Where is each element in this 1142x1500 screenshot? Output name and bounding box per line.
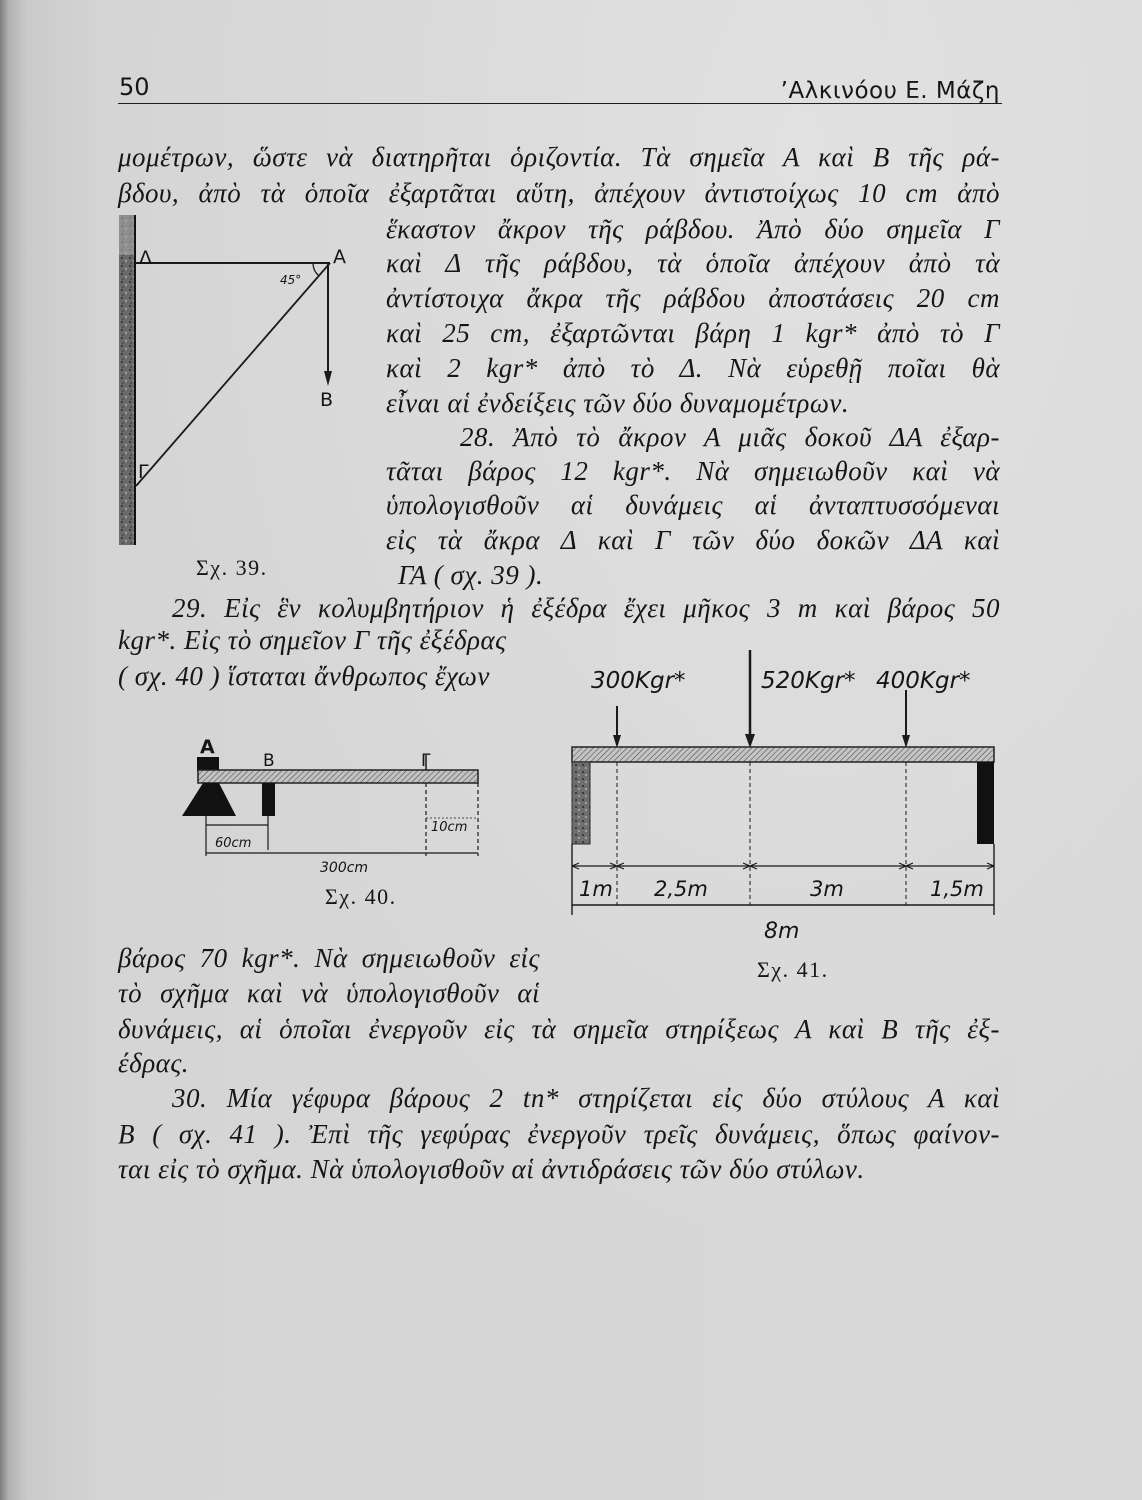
body-text-line: ἕκαστον ἄκρον τῆς ράβδου. Ἀπὸ δύο σημεῖα Γ (386, 214, 1000, 244)
wall-light-top (119, 215, 135, 255)
force-label-1: 300Kgr* (591, 668, 686, 694)
dim-total-label: 300cm (320, 860, 369, 876)
span-label-1: 1m (579, 877, 613, 901)
body-text-line: ἀντίστοιχα ἄκρα τῆς ράβδου ἀποστάσεις 20 cm (386, 283, 1000, 313)
problem-30-start: 30. Μία γέφυρα βάρους 2 tn* στηρίζεται εἰς δύο στύλους Α καὶ (172, 1083, 1000, 1113)
body-text-line: καὶ 25 cm, ἐξαρτῶνται βάρη 1 kgr* ἀπὸ τὸ Γ (386, 318, 1000, 348)
body-text-line: καὶ 2 kgr* ἀπὸ τὸ Δ. Νὰ εὑρεθῇ ποῖαι θὰ (386, 353, 1000, 383)
body-text-line: βάρος 70 kgr*. Νὰ σημειωθοῦν εἰς (118, 943, 540, 973)
force-arrow-2-head (745, 734, 755, 748)
span-label-2: 2,5m (654, 877, 708, 901)
force-label-2: 520Kgr* (761, 668, 856, 694)
running-head: ’Αλκινόου Ε. Μάζη (780, 78, 1000, 104)
label-delta: Δ (139, 247, 152, 269)
support-a-wedge (182, 783, 236, 816)
body-text-line: ται εἰς τὸ σχῆμα. Νὰ ὑπολογισθοῦν αἱ ἀντιδράσεις τῶν δύο στύλων. (118, 1154, 865, 1184)
figure-39 (110, 205, 360, 550)
label-alpha: Α (333, 246, 346, 268)
body-text-line: τὸ σχῆμα καὶ νὰ ὑπολογισθοῦν αἱ (118, 978, 540, 1008)
body-text-line: kgr*. Εἰς τὸ σημεῖον Γ τῆς ἐξέδρας (118, 625, 507, 655)
body-text-line: βδου, ἀπὸ τὰ ὁποῖα ἐξαρτᾶται αὕτη, ἀπέχουν ἀντιστοίχως 10 cm ἀπὸ (118, 178, 1000, 208)
body-text-line: έδρας. (118, 1048, 190, 1078)
dim-small-label: 10cm (431, 820, 468, 835)
angle-arc (313, 263, 319, 276)
figure-41-caption: Σχ. 41. (757, 957, 829, 982)
label-alpha: Α (200, 736, 215, 758)
body-text-line: τᾶται βάρος 12 kgr*. Νὰ σημειωθοῦν καὶ νὰ (386, 456, 1000, 486)
label-beta: Β (263, 751, 275, 771)
figure-40-caption: Σχ. 40. (325, 884, 397, 909)
body-text-line: Β ( σχ. 41 ). Ἐπὶ τῆς γεφύρας ἐνεργοῦν τρεῖς δυνάμεις, ὅπως φαίνον- (118, 1119, 1000, 1149)
body-text-line: ΓΑ ( σχ. 39 ). (398, 560, 544, 590)
problem-29-start: 29. Εἰς ἓν κολυμβητήριον ἡ ἐξέδρα ἔχει μῆκος 3 m καὶ βάρος 50 (172, 593, 1000, 623)
body-text-line: μομέτρων, ὥστε νὰ διατηρῆται ὁριζοντία. Τὰ σημεῖα Α καὶ Β τῆς ρά- (118, 142, 1000, 172)
span-label-3: 3m (810, 877, 844, 901)
header-rule (118, 103, 1002, 104)
pillar-b (977, 762, 994, 844)
support-b (262, 783, 275, 816)
body-text-line: εἶναι αἱ ἐνδείξεις τῶν δύο δυναμομέτρων. (386, 388, 850, 418)
support-a-block (197, 757, 219, 771)
body-text-line: καὶ Δ τῆς ράβδου, τὰ ὁποῖα ἀπέχουν ἀπὸ τὰ (386, 248, 1000, 278)
body-text-line: δυνάμεις, αἱ ὁποῖαι ἐνεργοῦν εἰς τὰ σημεῖα στηρίξεως Α καὶ Β τῆς ἐξ- (118, 1014, 1000, 1044)
page-number: 50 (119, 73, 150, 101)
figure-40 (175, 735, 490, 880)
beam-gamma-alpha (136, 263, 330, 486)
pillar-a (572, 762, 590, 844)
figure-41 (565, 640, 1000, 945)
total-length-label: 8m (764, 919, 800, 944)
label-beta: Β (320, 389, 334, 411)
body-text-line: εἰς τὰ ἄκρα Δ καὶ Γ τῶν δύο δοκῶν ΔΑ καὶ (386, 525, 1000, 555)
label-gamma: Γ (421, 751, 431, 771)
force-arrow-3-head (902, 735, 910, 748)
figure-39-caption: Σχ. 39. (196, 555, 268, 580)
angle-label: 45° (280, 273, 302, 287)
bridge-deck (572, 747, 994, 762)
span-label-4: 1,5m (930, 877, 984, 901)
dim-ab-label: 60cm (215, 836, 252, 851)
diving-board (198, 770, 478, 783)
problem-28-start: 28. Ἀπὸ τὸ ἄκρον Α μιᾶς δοκοῦ ΔΑ ἐξαρ- (460, 422, 1000, 452)
wall (119, 215, 135, 545)
label-gamma: Γ (138, 461, 149, 483)
body-text-line: ( σχ. 40 ) ἵσταται ἄνθρωπος ἔχων (118, 661, 490, 691)
force-arrow-1-head (613, 735, 621, 748)
force-label-3: 400Kgr* (876, 668, 971, 694)
body-text-line: ὑπολογισθοῦν αἱ δυνάμεις αἱ ἀνταπτυσσόμεναι (386, 490, 1000, 520)
load-arrow-head (324, 371, 332, 386)
